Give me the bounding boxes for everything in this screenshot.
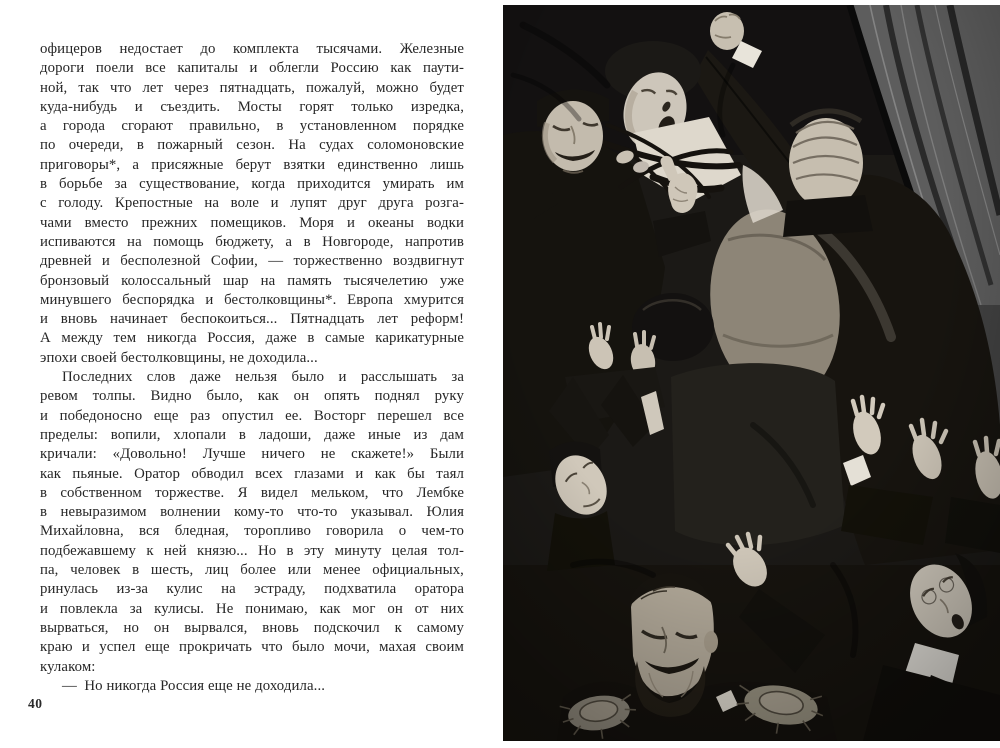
text-line: куда-нибудь и съездить. Мосты горят только изредка,: [40, 98, 464, 115]
text-line: бронзовый колоссальный шар на память тысячелетию уже: [40, 272, 464, 289]
text-line: краю и успел еще прокричать что было мочи, махая своим: [40, 639, 464, 656]
text-line: — Но никогда Россия еще не доходила...: [62, 677, 326, 694]
text-line: вырваться, но он вырвался, вновь подскочил к самому: [40, 619, 464, 636]
crowd-illustration: [503, 5, 1000, 741]
text-line: и победоносно еще раз опустил ее. Восторг перешел все: [40, 407, 464, 424]
text-line: ной, так что лет через пятнадцать, пожалуй, можно будет: [40, 79, 464, 96]
text-line: чами вместо прежних помещиков. Моря и океаны водки: [40, 214, 464, 231]
text-line: и вновь начинает беспокоиться... Пятнадцать лет реформ!: [40, 311, 464, 328]
text-line: в невыразимом волнении кому-то что-то указывал. Юлия: [40, 504, 464, 521]
text-line: как пьяные. Оратор обводил всех глазами и как бы таял: [40, 465, 464, 482]
text-line: с голоду. Крепостные на воле и лупят друг друга розга-: [40, 195, 464, 212]
page-number: 40: [28, 696, 43, 711]
text-line: древней и бесполезной Софии, — торжественно воздвигнут: [40, 253, 464, 270]
text-line: испиваются на помощь бюджету, а в Новгороде, напротив: [40, 233, 464, 250]
illustration-page: [503, 5, 1000, 741]
text-line: Последних слов даже нельзя было и расслышать за: [62, 369, 464, 386]
text-line: офицеров недостает до комплекта тысячами. Железные: [40, 41, 464, 57]
text-line: Михайловна, вся бледная, торопливо говорила о чем-то: [40, 523, 464, 540]
text-line: ринулась из-за кулис на эстраду, подхватила оратора: [40, 581, 464, 598]
text-line: ревом толпы. Видно было, как он опять поднял руку: [40, 388, 464, 405]
text-line: в борьбе за существование, когда приходится умирать им: [40, 176, 464, 193]
text-line: дороги поели все капиталы и облегли Россию как паути-: [40, 60, 464, 77]
text-line: приговоры*, а присяжные берут взятки единственно лишь: [40, 156, 464, 173]
text-line: в собственном торжестве. Я видел мельком, что Лембке: [40, 484, 464, 501]
text-line: кричали: «Довольно! Лучше ничего не скажете!» Были: [40, 446, 464, 463]
text-line: А между тем никогда Россия, даже в самые карикатурные: [40, 330, 464, 347]
text-line: подбежавшему к ней князю... Но в эту минуту целая тол-: [40, 542, 464, 559]
text-line: пределы: вопили, хлопали в ладоши, даже иные из дам: [40, 426, 464, 443]
text-column: [40, 40, 464, 696]
text-line: эпохи своей бестолковщины, не доходила...: [40, 349, 318, 366]
text-line: по очереди, в пожарный сезон. На судах соломоновские: [40, 137, 464, 154]
text-line: па, человек в шесть, лиц более или менее официальных,: [40, 562, 464, 579]
text-line: кулаком:: [40, 658, 96, 675]
text-line: минувшего беспорядка и бестолковщины*. Европа хмурится: [40, 291, 464, 308]
text-line: а города сгорают правильно, в установленном порядке: [40, 118, 464, 135]
text-line: и повлекла за кулисы. Не понимаю, как мог он от них: [40, 600, 464, 617]
